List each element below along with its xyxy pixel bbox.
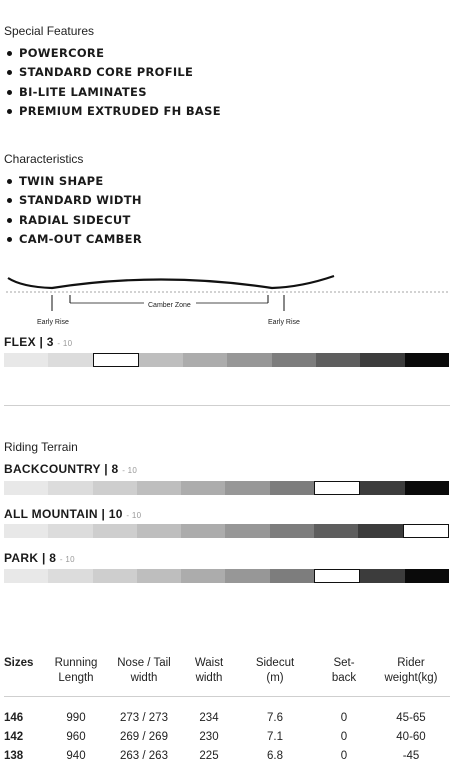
header-label: Nose / Tail width xyxy=(117,657,171,684)
rating-segment xyxy=(405,481,449,495)
list-item xyxy=(4,44,221,63)
characteristic-label: RADIAL SIDECUT xyxy=(19,212,131,227)
list-item xyxy=(4,172,142,191)
bullet-icon xyxy=(7,90,12,95)
rating-segment-selected xyxy=(403,524,449,538)
rating-segment xyxy=(316,353,360,367)
header-sizes xyxy=(4,656,48,697)
rating-segment xyxy=(272,353,316,367)
feature-label: PREMIUM EXTRUDED FH BASE xyxy=(19,103,221,118)
rating-segment-selected xyxy=(314,481,360,495)
early-rise-left-label: Early Rise xyxy=(37,319,69,326)
rating-segment xyxy=(181,569,225,583)
backcountry-value: BACKCOUNTRY | 8 xyxy=(4,462,119,476)
rating-segment xyxy=(405,569,449,583)
board-profile-line xyxy=(8,276,334,288)
rating-segment xyxy=(405,353,449,367)
rating-segment-selected xyxy=(93,353,139,367)
rating-segment xyxy=(48,481,92,495)
rating-segment-selected xyxy=(314,569,360,583)
list-item xyxy=(4,230,142,249)
rating-segment xyxy=(4,353,48,367)
header-sidecut xyxy=(234,656,316,697)
header-label: Sidecut (m) xyxy=(255,657,295,684)
sidecut-cell: 7.1 xyxy=(267,731,283,743)
rating-segment xyxy=(360,481,404,495)
rating-segment xyxy=(225,524,269,538)
bullet-icon xyxy=(7,51,12,56)
rating-segment xyxy=(93,569,137,583)
rating-segment xyxy=(225,481,269,495)
waist-cell: 234 xyxy=(199,712,219,724)
flex-rating-bar xyxy=(4,353,449,367)
feature-label: POWERCORE xyxy=(19,46,105,60)
running-length-cell: 940 xyxy=(66,750,86,762)
list-item xyxy=(4,211,142,230)
early-rise-right-label: Early Rise xyxy=(268,319,300,326)
rating-segment xyxy=(360,353,404,367)
flex-value: FLEX | 3 xyxy=(4,335,54,349)
setback-cell: 0 xyxy=(340,712,348,724)
bullet-icon xyxy=(7,237,12,242)
park-scale: - 10 xyxy=(59,555,75,564)
sizes-table xyxy=(4,656,450,766)
rating-segment xyxy=(183,353,227,367)
waist-cell: 225 xyxy=(199,750,219,762)
rating-segment xyxy=(181,524,225,538)
header-label: Waist width xyxy=(194,657,224,684)
rating-segment xyxy=(139,353,183,367)
rating-segment xyxy=(358,524,402,538)
nose-tail-cell: 273 / 273 xyxy=(120,712,168,724)
rating-segment xyxy=(48,524,92,538)
header-nose-tail-width xyxy=(104,656,184,697)
park-rating-bar xyxy=(4,569,449,583)
rating-segment xyxy=(93,481,137,495)
table-row xyxy=(4,747,450,766)
bullet-icon xyxy=(7,198,12,203)
header-running-length xyxy=(48,656,104,697)
flex-rating-label xyxy=(4,335,72,349)
header-label: Rider weight(kg) xyxy=(384,657,438,684)
rating-segment xyxy=(137,524,181,538)
backcountry-scale: - 10 xyxy=(122,466,138,475)
rating-segment xyxy=(137,481,181,495)
flex-scale: - 10 xyxy=(57,339,73,348)
rider-weight-cell: 45-65 xyxy=(396,712,426,724)
size-cell: 142 xyxy=(4,731,24,743)
header-label: Running Length xyxy=(54,657,98,684)
backcountry-rating-bar xyxy=(4,481,449,495)
header-waist-width xyxy=(184,656,234,697)
header-setback xyxy=(316,656,372,697)
all-mountain-rating-label xyxy=(4,507,141,521)
list-item xyxy=(4,83,221,102)
waist-cell: 230 xyxy=(199,731,219,743)
size-cell: 138 xyxy=(4,750,24,762)
feature-label: STANDARD CORE PROFILE xyxy=(19,65,194,80)
bullet-icon xyxy=(7,179,12,184)
nose-tail-cell: 269 / 269 xyxy=(120,731,168,743)
section-divider xyxy=(4,405,450,406)
running-length-cell: 990 xyxy=(66,712,86,724)
rating-segment xyxy=(360,569,404,583)
rating-segment xyxy=(48,569,92,583)
nose-tail-cell: 263 / 263 xyxy=(120,750,168,762)
camber-profile-diagram xyxy=(0,265,454,335)
rider-weight-cell: -45 xyxy=(402,750,420,762)
rating-segment xyxy=(270,569,314,583)
rating-segment xyxy=(4,524,48,538)
header-label: Set- back xyxy=(331,657,357,684)
table-row xyxy=(4,709,450,728)
sidecut-cell: 6.8 xyxy=(267,750,283,762)
camber-zone-label: Camber Zone xyxy=(148,302,191,309)
rating-segment xyxy=(270,524,314,538)
park-value: PARK | 8 xyxy=(4,551,57,565)
rating-segment xyxy=(181,481,225,495)
rating-segment xyxy=(270,481,314,495)
all-mountain-rating-bar xyxy=(4,524,449,538)
setback-cell: 0 xyxy=(340,750,348,762)
list-item xyxy=(4,191,142,210)
all-mountain-scale: - 10 xyxy=(126,511,142,520)
characteristic-label: CAM-OUT CAMBER xyxy=(19,231,142,246)
special-features-title: Special Features xyxy=(4,24,95,38)
rating-segment xyxy=(93,524,137,538)
rating-segment xyxy=(225,569,269,583)
feature-label: BI-LITE LAMINATES xyxy=(19,84,147,99)
park-rating-label xyxy=(4,551,75,565)
rating-segment xyxy=(48,353,92,367)
special-features-list xyxy=(4,44,221,121)
bullet-icon xyxy=(7,109,12,114)
list-item xyxy=(4,102,221,121)
all-mountain-value: ALL MOUNTAIN | 10 xyxy=(4,507,123,521)
characteristics-title: Characteristics xyxy=(4,152,84,166)
characteristic-label: STANDARD WIDTH xyxy=(19,193,142,208)
riding-terrain-title: Riding Terrain xyxy=(4,440,78,454)
running-length-cell: 960 xyxy=(66,731,86,743)
characteristics-list xyxy=(4,172,142,249)
rating-segment xyxy=(4,481,48,495)
list-item xyxy=(4,63,221,82)
backcountry-rating-label xyxy=(4,462,137,476)
size-cell: 146 xyxy=(4,712,24,724)
bullet-icon xyxy=(7,218,12,223)
sidecut-cell: 7.6 xyxy=(267,712,283,724)
rating-segment xyxy=(137,569,181,583)
table-row xyxy=(4,728,450,747)
rating-segment xyxy=(227,353,271,367)
bullet-icon xyxy=(7,70,12,75)
rating-segment xyxy=(4,569,48,583)
header-rider-weight xyxy=(372,656,450,697)
characteristic-label: TWIN SHAPE xyxy=(19,174,104,188)
rating-segment xyxy=(314,524,358,538)
header-label: Sizes xyxy=(4,657,34,669)
table-header-row xyxy=(4,656,450,697)
setback-cell: 0 xyxy=(340,731,348,743)
rider-weight-cell: 40-60 xyxy=(396,731,426,743)
